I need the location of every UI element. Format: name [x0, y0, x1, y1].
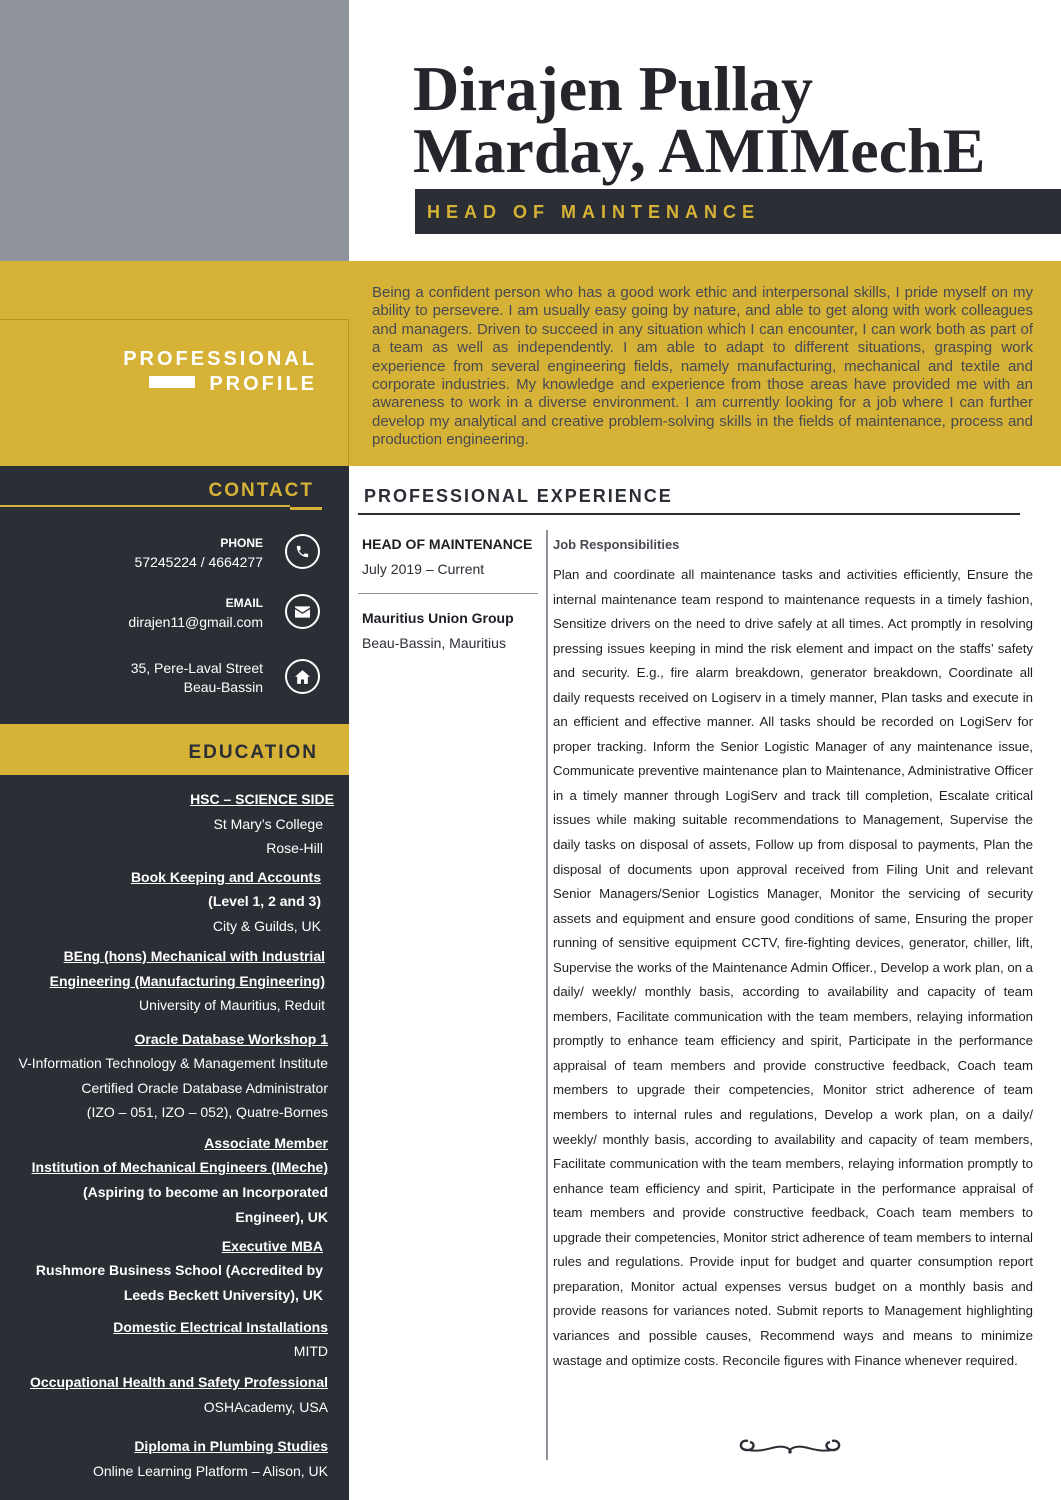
- profile-heading: [0, 347, 317, 397]
- education-entry-line: St Mary’s College: [213, 816, 323, 832]
- candidate-name: [413, 53, 1053, 186]
- education-entry-title: Occupational Health and Safety Professional: [30, 1374, 328, 1390]
- phone-label: PHONE: [220, 536, 263, 550]
- header-grey-block: [0, 0, 349, 261]
- education-entry-line: MITD: [293, 1343, 328, 1359]
- education-entry-title: Book Keeping and Accounts: [130, 869, 321, 885]
- experience-heading: PROFESSIONAL EXPERIENCE: [364, 486, 673, 506]
- education-entry-line: (Level 1, 2 and 3): [208, 893, 321, 909]
- job-title: HEAD OF MAINTENANCE: [362, 536, 533, 552]
- responsibilities-text: Plan and coordinate all maintenance tasks and activities efficiently, Ensure the internal maintenance team respond to maintenance requests in a timely fashion, Sensitize drivers on the need to drive safely at all times. Act promptly in resolving pressing issues keeping in mind the risk element and impact on the staffs’ safety and security. E.g., fire alarm breakdown, generator breakdown, Coordinate all daily requests received on Logiserv in a timely manner, Plan tasks and execute in an efficient and effective manner. All tasks should be recorded on LogiServ for proper tracking. Inform the Senior Logistic Manager of any maintenance issue, Communicate preventive maintenance plan to Maintenance, Administrative Officer in a timely manner through LogiServ and track till completion, Escalate critical issues while making suitable recommendations to Management, Supervise the daily tasks on disposal of assets, Follow up from disposal to payments, Plan the disposal of documents upon approval received from Filing Unit and relevant Senior Managers/Senior Logistics Manager, Monitor the servicing of security assets and equipment and ensure good conditions of same, Ensuring the proper running of sensitive equipment CCTV, fire-fighting devices, generator, chiller, lift, Supervise the works of the Maintenance Admin Officer., Develop a work plan, on a daily/ weekly/ monthly basis, according to availability and capacity of team members, Facilitate communication with the team members, relaying information promptly to enhance team efficiency and spirit, Participate in the performance appraisal of team members and provide constructive feedback, Coach team members to upgrade their competencies, Monitor strict adherence of team members to internal rules and regulations, Develop a work plan, on a daily/ weekly/ monthly basis, according to availability and capacity of team members, Facilitate communication with the team members, relaying information promptly to enhance team efficiency and spirit, Participate in the performance appraisal of team members and provide constructive feedback, Coach team members to upgrade their competencies, Monitor strict adherence of team members to internal rules and regulations. Provide input for budget and quarter consumption report preparation, Monitor actual expenses versus budget on a monthly basis and provide reasons for variances noted. Submit reports to Management highlighting variances and possible causes, Recommend ways and means to minimize wastage and optimize costs. Reconcile figures with Finance whenever required.: [553, 567, 1033, 1368]
- experience-divider: [546, 530, 548, 1460]
- education-heading: EDUCATION: [188, 742, 318, 763]
- job-rule: [358, 593, 538, 594]
- education-entry-line: V-Information Technology & Management Institute: [18, 1055, 328, 1071]
- education-entry-line: OSHAcademy, USA: [203, 1399, 328, 1415]
- profile-heading-line-2: PROFILE: [209, 373, 317, 395]
- education-entry-line: Engineer), UK: [235, 1209, 328, 1225]
- responsibilities-heading: Job Responsibilities: [553, 537, 680, 552]
- education-entry-line: Rose-Hill: [266, 840, 323, 856]
- job-dates: July 2019 – Current: [362, 561, 485, 577]
- education-entry-line: (IZO – 051, IZO – 052), Quatre-Bornes: [86, 1104, 328, 1119]
- contact-email: [0, 594, 263, 632]
- profile-heading-line-2-wrap: [0, 372, 317, 397]
- contact-heading: CONTACT: [208, 480, 314, 501]
- education-entry-line: (Aspiring to become an Incorporated: [82, 1184, 328, 1200]
- profile-accent-bar: [149, 376, 195, 388]
- education-entry-line: Online Learning Platform – Alison, UK: [92, 1463, 328, 1479]
- profile-summary: Being a confident person who has a good work ethic and interpersonal skills, I pride myself on my ability to persevere. I am usually easy going by nature, and able to get along with work colleagues and managers. Driven to succeed in any situation which I can encounter, I can work both as part of a team as well as independently. I am able to adapt to different situations, grasping work experience from several engineering fields, namely manufacturing, mechanical and textile and corporate industries. My knowledge and experience from those areas have provided me with an awareness to work in a diverse environment. I am currently looking for a job where I can further develop my analytical and creative problem-solving skills in the fields of maintenance, process and production engineering.: [372, 284, 1033, 449]
- profile-band-divider: [348, 319, 349, 466]
- job-title-heading: HEAD OF MAINTENANCE: [427, 202, 760, 222]
- company-location: Beau-Bassin, Mauritius: [362, 635, 506, 651]
- contact-underline: [0, 505, 290, 507]
- contact-phone: [0, 534, 263, 572]
- education-entry-title: BEng (hons) Mechanical with Industrial: [63, 948, 325, 964]
- education-entry-title: Executive MBA: [221, 1238, 323, 1254]
- education-entry-line: Leeds Beckett University), UK: [123, 1287, 323, 1303]
- education-entry-line: University of Mauritius, Reduit: [139, 997, 325, 1013]
- address-line-1: 35, Pere-Laval Street: [130, 660, 263, 676]
- email-address[interactable]: dirajen11@gmail.com: [128, 614, 263, 630]
- education-entry-title: Domestic Electrical Installations: [113, 1319, 328, 1335]
- education-entry-line: City & Guilds, UK: [212, 918, 321, 934]
- profile-heading-line-1: PROFESSIONAL: [123, 348, 317, 370]
- education-entry-title: HSC – SCIENCE SIDE: [190, 791, 334, 807]
- email-label: EMAIL: [225, 596, 263, 610]
- education-entry-title: Associate Member: [204, 1135, 328, 1151]
- home-icon: [285, 659, 320, 694]
- education-entry-title: Diploma in Plumbing Studies: [134, 1438, 328, 1454]
- address-line-2: Beau-Bassin: [183, 679, 263, 695]
- education-entry-title: Engineering (Manufacturing Engineering): [49, 973, 325, 989]
- company-name: Mauritius Union Group: [362, 610, 514, 626]
- name-line-2: Marday, AMIMechE: [413, 115, 986, 186]
- education-entry-title: Oracle Database Workshop 1: [134, 1031, 328, 1047]
- education-entry-title: Institution of Mechanical Engineers (IMeche): [31, 1159, 328, 1175]
- contact-address: [0, 659, 263, 697]
- name-line-1: Dirajen Pullay: [413, 53, 813, 124]
- email-icon: [285, 594, 320, 629]
- experience-rule: [358, 513, 1020, 515]
- flourish-ornament-icon: [734, 1433, 846, 1459]
- phone-number[interactable]: 57245224 / 4664277: [134, 554, 263, 570]
- profile-band-line: [0, 319, 349, 320]
- education-entry-line: Certified Oracle Database Administrator: [81, 1080, 328, 1096]
- contact-underline-accent: [290, 507, 322, 510]
- phone-icon: [285, 534, 320, 569]
- education-entry-line: Rushmore Business School (Accredited by: [35, 1262, 323, 1278]
